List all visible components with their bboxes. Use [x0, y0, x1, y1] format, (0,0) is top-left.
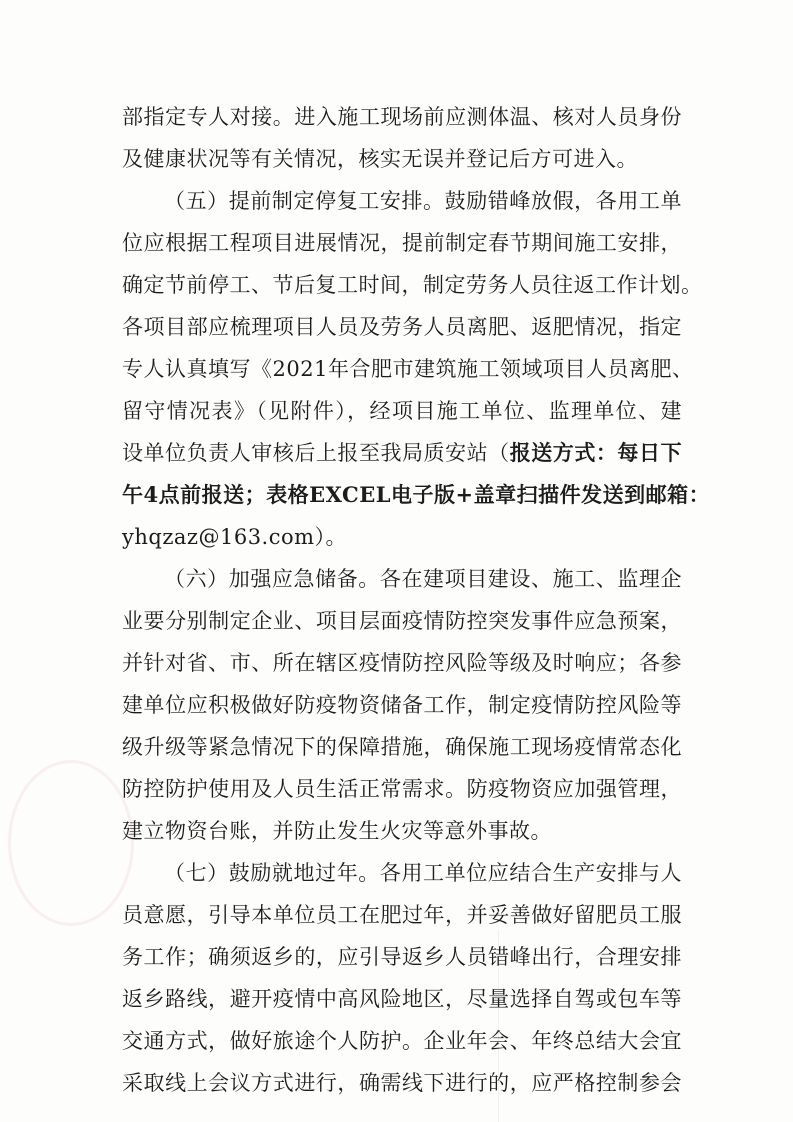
- text-line-9-bold: 报送方式：每日下: [509, 440, 682, 465]
- text-line-9: [122, 432, 682, 474]
- text-line-7: 专人认真填写《2021年合肥市建筑施工领域项目人员离肥、: [122, 357, 694, 381]
- text-line-10: 午4点前报送；表格EXCEL电子版+盖章扫描件发送到邮箱：: [122, 482, 711, 507]
- text-line-24: 采取线上会议方式进行，确需线下进行的，应严格控制参会: [122, 1071, 682, 1095]
- text-line-16: 级升级等紧急情况下的保障措施，确保施工现场疫情常态化: [122, 735, 682, 759]
- text-line-22: 返乡路线，避开疫情中高风险地区，尽量选择自驾或包车等: [122, 987, 682, 1011]
- text-line-23: 交通方式，做好旅途个人防护。企业年会、年终总结大会宜: [122, 1029, 682, 1053]
- text-line-3: （五）提前制定停复工安排。鼓励错峰放假，各用工单: [164, 189, 682, 213]
- text-line-9-normal: 设单位负责人审核后上报至我局质安站（: [122, 441, 510, 465]
- text-line-19: （七）鼓励就地过年。各用工单位应结合生产安排与人: [164, 861, 682, 885]
- text-line-2: 及健康状况等有关情况，核实无误并登记后方可进入。: [122, 147, 638, 171]
- text-line-15: 建单位应积极做好防疫物资储备工作，制定疫情防控风险等: [122, 693, 682, 717]
- text-line-20: 员意愿，引导本单位员工在肥过年，并妥善做好留肥员工服: [122, 903, 682, 927]
- text-line-4: 位应根据工程项目进展情况，提前制定春节期间施工安排，: [122, 231, 682, 255]
- text-line-1: 部指定专人对接。进入施工现场前应测体温、核对人员身份: [122, 105, 682, 129]
- text-line-5: 确定节前停工、节后复工时间，制定劳务人员往返工作计划。: [122, 273, 703, 297]
- text-line-13: 业要分别制定企业、项目层面疫情防控突发事件应急预案，: [122, 609, 682, 633]
- text-line-14: 并针对省、市、所在辖区疫情防控风险等级及时响应；各参: [122, 651, 682, 675]
- text-line-8: 留守情况表》（见附件），经项目施工单位、监理单位、建: [122, 399, 682, 423]
- text-line-6: 各项目部应梳理项目人员及劳务人员离肥、返肥情况，指定: [122, 315, 682, 339]
- document-body: [122, 96, 711, 1104]
- text-line-18: 建立物资台账，并防止发生火灾等意外事故。: [122, 819, 552, 843]
- text-line-12: （六）加强应急储备。各在建项目建设、施工、监理企: [164, 567, 682, 591]
- faded-seal-stamp: [8, 760, 134, 926]
- text-line-21: 务工作；确须返乡的，应引导返乡人员错峰出行，合理安排: [122, 945, 682, 969]
- text-line-11: yhqzaz@163.com）。: [122, 525, 348, 549]
- text-line-17: 防控防护使用及人员生活正常需求。防疫物资应加强管理，: [122, 777, 682, 801]
